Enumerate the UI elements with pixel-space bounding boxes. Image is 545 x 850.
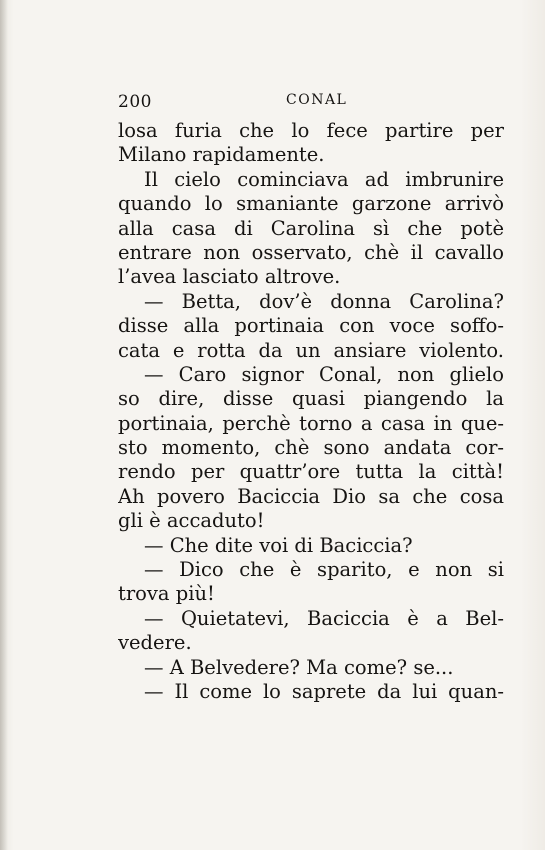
text-line: portinaia, perchè torno a casa in que- [118, 411, 504, 435]
text-line: cata e rotta da un ansiare violento. [118, 338, 504, 362]
text-line: quando lo smaniante garzone arrivò [118, 192, 504, 216]
text-line: gli è accaduto! [118, 509, 265, 533]
text-line: vedere. [118, 631, 192, 655]
text-line: Il cielo cominciava ad imbrunire [144, 167, 504, 191]
running-title: CONAL [286, 92, 348, 108]
page-number: 200 [118, 92, 152, 112]
page-gutter-shadow [0, 0, 8, 850]
body-text [118, 119, 504, 704]
text-line: sto momento, chè sono andata cor- [118, 436, 504, 460]
text-line: Ah povero Baciccia Dio sa che cosa [118, 484, 504, 508]
text-line: — Che dite voi di Baciccia? [144, 533, 413, 557]
text-line: alla casa di Carolina sì che potè [118, 216, 504, 240]
text-line: — Betta, dov’è donna Carolina? [144, 289, 504, 313]
text-line: entrare non osservato, chè il cavallo [118, 240, 504, 264]
text-line: disse alla portinaia con voce soffo- [118, 314, 504, 338]
page-header [118, 92, 504, 114]
text-line: rendo per quattr’ore tutta la città! [118, 460, 504, 484]
text-line: — Caro signor Conal, non glielo [144, 362, 504, 386]
text-line: — Dico che è sparito, e non si [144, 558, 504, 582]
text-line: — Il come lo saprete da lui quan- [144, 679, 504, 703]
text-line: — Quietatevi, Baciccia è a Bel- [144, 606, 504, 630]
text-line: losa furia che lo fece partire per [118, 119, 504, 142]
text-line: l’avea lasciato altrove. [118, 265, 341, 289]
text-line: Milano rapidamente. [118, 143, 325, 167]
text-line: trova più! [118, 582, 215, 606]
text-line: — A Belvedere? Ma come? se... [144, 655, 454, 679]
text-line: so dire, disse quasi piangendo la [118, 387, 504, 411]
